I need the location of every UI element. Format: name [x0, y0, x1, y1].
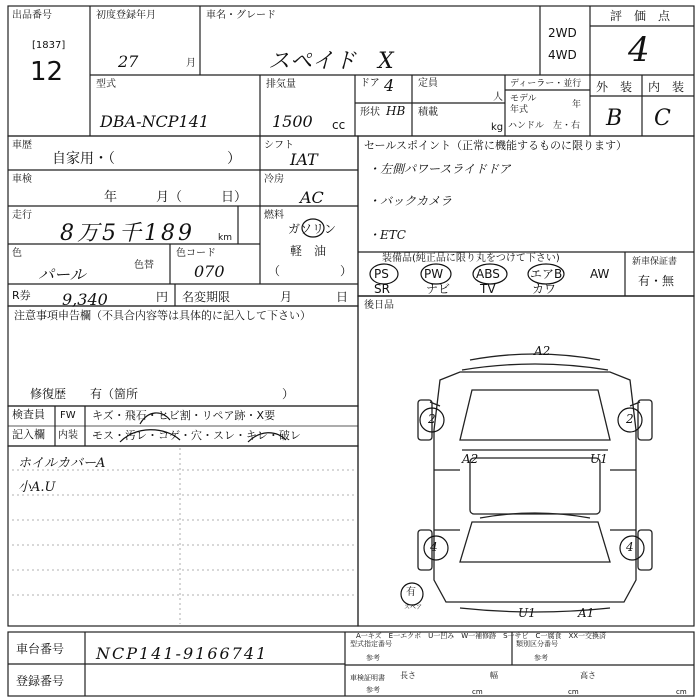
fuel-label: 燃料	[264, 210, 284, 221]
drive-4wd: 4WD	[548, 48, 577, 62]
registration-number-label: 登録番号	[16, 674, 65, 688]
fw-items: キズ・飛石・ヒビ割・リペア跡・X要	[92, 409, 276, 422]
first-reg-year: 27	[118, 52, 139, 71]
length-unit: cm	[472, 688, 483, 696]
chassis-number-value: NCP141-9166741	[96, 644, 269, 663]
spare-tire-label: スペア	[404, 604, 423, 611]
equipment-airbag: エアB	[530, 267, 563, 281]
type-designation-ref: 参考	[366, 654, 380, 662]
damage-mark: U1	[518, 606, 536, 620]
notes-label: 注意事項申告欄（不具合内容等は具体的に記入して下さい）	[14, 309, 311, 322]
interior-value: C	[654, 106, 671, 131]
handwritten-note: 小A.U	[18, 480, 56, 495]
inspector-label: 検査員	[12, 408, 45, 421]
shape-value: HB	[386, 104, 406, 118]
height-label: 高さ	[580, 671, 596, 680]
mileage-value: 8万5千189	[60, 221, 195, 246]
recycle-label: R券	[12, 289, 31, 302]
chassis-number-label: 車台番号	[16, 642, 65, 656]
mileage-label: 走行	[12, 210, 32, 221]
load-label: 積載	[418, 107, 438, 118]
inspector-marks	[90, 406, 360, 446]
capacity-label: 定員	[418, 78, 438, 89]
equipment-circles	[364, 262, 604, 288]
shift-label: シフト	[264, 140, 294, 151]
damage-mark: 4	[430, 540, 438, 554]
interior-condition-label: 内装	[58, 430, 78, 441]
sales-point-item: ・ETC	[368, 228, 406, 242]
fuel-gasoline: ガソリン	[288, 222, 337, 236]
year-unit: 年	[572, 100, 582, 110]
repair-history-label: 修復歴 有（箇所 ）	[30, 387, 295, 401]
name-change-label: 名変期限	[182, 290, 231, 304]
equipment-ps: PS	[374, 267, 389, 281]
damage-mark: A2	[462, 452, 479, 466]
inspector-entry-label: 記入欄	[12, 428, 45, 441]
load-unit: kg	[491, 122, 504, 133]
equipment-navi: ナビ	[426, 282, 451, 296]
displacement-value: 1500	[272, 112, 313, 131]
ac-label: 冷房	[264, 174, 284, 185]
shaken-label: 車検	[12, 174, 32, 185]
recycle-unit: 円	[156, 290, 169, 304]
interior-label: 内 装	[648, 80, 685, 94]
shaken-value: 年 月（ 日）	[104, 190, 248, 205]
name-grade-value: スペイド X	[268, 49, 394, 74]
lot-small-number: [1837]	[32, 40, 66, 51]
fuel-gasoline-circle	[300, 217, 326, 239]
later-items-label: 後日品	[364, 300, 394, 311]
damage-mark: 2	[626, 412, 634, 426]
warranty-label: 新車保証書	[632, 257, 678, 267]
color-value: パール	[38, 265, 86, 284]
fw-label: FW	[60, 410, 76, 421]
class-number-label: 類別区分番号	[516, 640, 558, 648]
width-label: 幅	[490, 671, 498, 680]
equipment-sr: SR	[374, 282, 390, 296]
lot-number: 12	[30, 57, 64, 87]
width-unit: cm	[568, 688, 579, 696]
equipment-label: 装備品(純正品に限り丸をつけて下さい)	[382, 253, 560, 264]
history-value: 自家用・（ ）	[52, 151, 241, 167]
equipment-aw: AW	[590, 267, 610, 281]
model-value: DBA-NCP141	[100, 112, 210, 131]
first-reg-label: 初度登録年月	[96, 10, 156, 21]
model-label: 型式	[96, 79, 116, 90]
certificate-ref: 参考	[366, 686, 380, 694]
shift-value: IAT	[290, 150, 318, 169]
car-body-diagram	[400, 340, 670, 620]
ac-value: AC	[300, 188, 324, 207]
certificate-label: 車検証明書	[350, 674, 385, 682]
grade-value: 4	[628, 30, 650, 70]
sales-points-label: セールスポイント（正常に機能するものに限ります）	[364, 139, 628, 152]
equipment-leather: カワ	[532, 282, 557, 296]
damage-legend: A一キズ E一エクボ U一凹み W一補修跡 S一サビ C一腐食 XX一交換済	[356, 632, 607, 640]
shape-label: 形状	[360, 107, 380, 118]
handle-label: ハンドル 左・右	[508, 121, 581, 131]
name-grade-label: 車名・グレード	[206, 10, 276, 21]
first-reg-month-unit: 月	[186, 58, 196, 69]
exterior-value: B	[606, 106, 623, 131]
interior-condition-items: モス・汚レ・コゲ・穴・スレ・キレ・破レ	[92, 429, 301, 442]
handwritten-note: ホイルカバーA	[18, 456, 106, 471]
color-label: 色	[12, 248, 22, 259]
sales-point-item: ・左側パワースライドドア	[368, 162, 511, 176]
type-designation-label: 型式指定番号	[350, 640, 392, 648]
name-change-day: 日	[336, 290, 349, 304]
damage-mark: 2	[428, 412, 436, 426]
lot-label: 出品番号	[12, 10, 52, 21]
history-label: 車歴	[12, 140, 32, 151]
spare-tire-mark: 有	[406, 587, 416, 598]
damage-mark: U1	[590, 452, 608, 466]
color-code-value: 070	[194, 262, 225, 281]
capacity-unit: 人	[493, 92, 503, 103]
displacement-unit: cc	[332, 118, 346, 132]
door-value: 4	[384, 76, 395, 95]
name-change-month: 月	[280, 290, 293, 304]
mileage-unit: km	[218, 233, 232, 243]
color-change-label: 色替	[134, 260, 154, 271]
damage-mark: A1	[578, 606, 595, 620]
fuel-diesel: 軽 油	[290, 244, 327, 258]
height-unit: cm	[676, 688, 687, 696]
drive-2wd: 2WD	[548, 26, 577, 40]
dealer-label: ディーラー・並行	[510, 79, 582, 89]
fuel-other-paren: （ ）	[268, 264, 353, 278]
damage-mark: 4	[626, 540, 634, 554]
warranty-value: 有・無	[638, 274, 675, 288]
class-number-ref: 参考	[534, 654, 548, 662]
sales-point-item: ・バックカメラ	[368, 194, 453, 208]
door-label: ドア	[360, 78, 380, 89]
length-label: 長さ	[400, 671, 416, 680]
grade-label: 評 価 点	[610, 9, 671, 23]
exterior-label: 外 装	[596, 80, 633, 94]
color-code-label: 色コード	[176, 248, 216, 259]
equipment-pw: PW	[424, 267, 444, 281]
displacement-label: 排気量	[266, 79, 296, 90]
model-year-label: モデル	[510, 94, 537, 104]
equipment-tv: TV	[480, 282, 496, 296]
equipment-abs: ABS	[476, 267, 500, 281]
damage-mark: A2	[534, 344, 551, 358]
year-label: 年式	[510, 105, 529, 115]
recycle-value: 9,340	[62, 290, 108, 309]
